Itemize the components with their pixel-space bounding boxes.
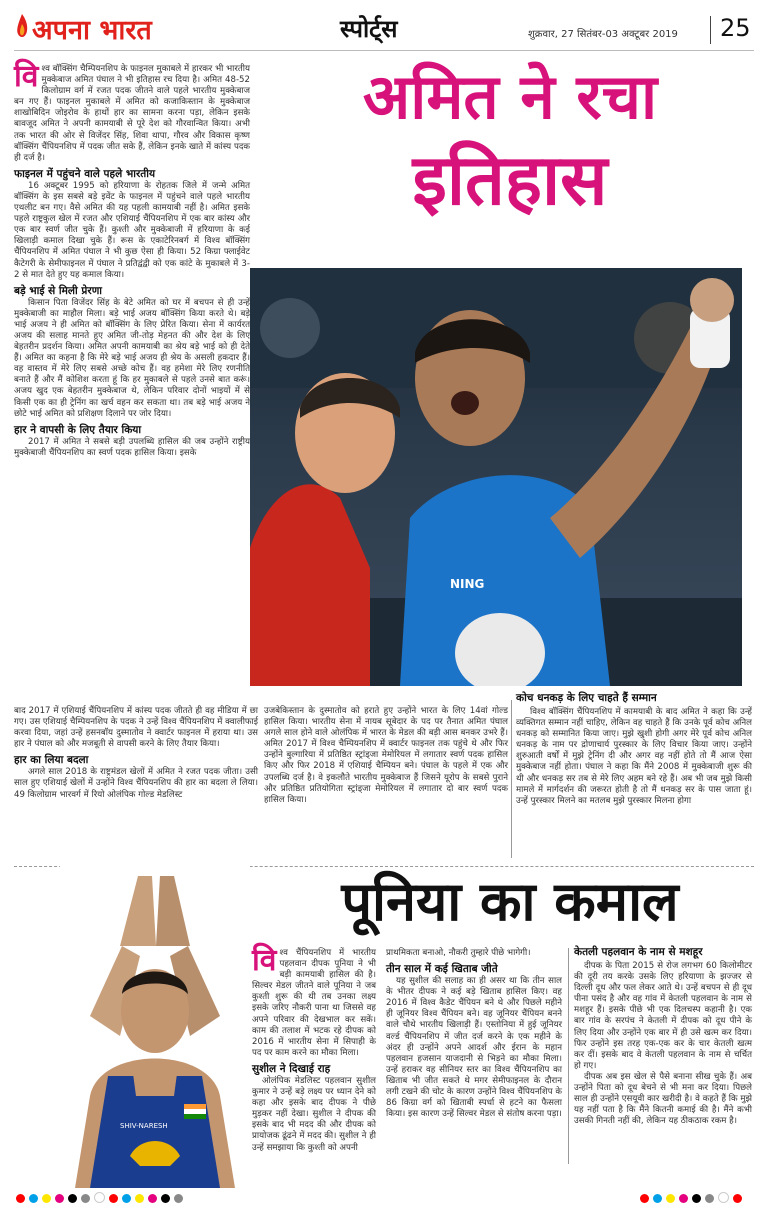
story2-column3 [574, 946, 752, 1164]
registration-dot [109, 1194, 118, 1203]
story1-intro: श्व बॉक्सिंग चैम्पियनशिप के फाइनल मुकाबले में हारकर भी भारतीय मुक्केबाज अमित पंघाल ने भी इतिहास रच दिया है। अमित 48-52 किलोग्राम वर्ग में रजत पदक जीतने वाले पहले भारतीय मुक्केबाज बन गए हैं। फाइनल मुकाबले में अमित को कजाकिस्तान के मुक्केबाज शाखोबिदिन जोइरोव के हाथों हार का सामना करना पड़ा, लेकिन इसके बावजूद अमित ने अपनी कामयाबी से पूरे देश को गौरवान्वित किया। अभी तक भारत की ओर से विजेंदर सिंह, शिवा थापा, गौरव और विकास कृष्ण बॉक्सिंग चैंपियनशिप में पदक जीत सके हैं, लेकिन इनके खाते में कांस्य पदक ही दर्ज है। [14, 64, 250, 163]
story2-para-priority: प्राथमिकता बनाओ, नौकरी तुम्हारे पीछे भागेगी। [386, 948, 531, 958]
banner-text: NING [450, 577, 485, 591]
boxing-photo [250, 268, 742, 686]
registration-dot [55, 1194, 64, 1203]
registration-dot [135, 1194, 144, 1203]
story1-middle-column [264, 706, 508, 858]
registration-dot [653, 1194, 662, 1203]
story2-dropcap: वि [252, 943, 277, 978]
logo-flame-icon [14, 14, 30, 42]
story2-subhead-sushil: सुशील ने दिखाई राह [252, 1062, 331, 1075]
story2-para-kettle: दीपक के पिता 2015 से रोज लगभग 60 किलोमीटर की दूरी तय करके उसके लिए हरियाणा के झज्जर से दिल्ली दूध और फल लेकर आते थे। उन्हें बचपन से ही दूध पीना पसंद है और वह गांव में केतली पहलवान के नाम से मशहूर हैं। इसके पीछे भी एक दिलचस्प कहानी है। एक बार गांव के सरपंच ने केतली में दीपक को दूध पीने के लिए दिया और उन्होंने एक बार में ही उसे खत्म कर दिया। फिर उन्होंने इस तरह एक-एक कर के चार केतली खत्म कर दीं। इसके बाद वे केतली पहलवान के नाम से चर्चित हो गए। [574, 961, 752, 1071]
registration-dot [29, 1194, 38, 1203]
registration-dot [174, 1194, 183, 1203]
story1-subhead-revenge: हार का लिया बदला [14, 754, 89, 767]
story1-para-revenge: अगले साल 2018 के राष्ट्रमंडल खेलों में अमित ने रजत पदक जीता। उसी साल हुए एशियाई खेलों में उन्होंने विश्व चैंपियनशिप की हार का बदला ले लिया। 49 किलोग्राम भारवर्ग में रियो ओलंपिक गोल्ड मेडलिस्ट [14, 767, 258, 800]
story2-column2 [386, 948, 562, 1164]
story2-para-titles: यह सुशील की सलाह का ही असर था कि तीन साल के भीतर दीपक ने कई बड़े खिताब हासिल किए। वह 2016 में विश्व कैडेट चैंपियन बने थे और पिछले महीने ही जूनियर विश्व चैंपियन बने। वह जूनियर चैंपियन बनने वाले चौथे भारतीय खिलाड़ी हैं। एस्तोनिया में हुई जूनियर वर्ल्ड चैंपियनशिप में जीत दर्ज करने के एक महीने के अंदर ही उन्होंने अपने आदर्श और ईरान के महान पहलवान हजसान याजदानी से भिड़ने का मौका मिला। उन्हें हराकर वह सीनियर स्तर का विश्व चैंपियनशिप का खिताब भी जीत सकते थे मगर सेमीफाइनल के दौरान लगी टखने की चोट के कारण उन्होंने विश्व चैंपियनशिप के 86 किग्रा वर्ग को खिताबी स्पर्धा से हटने का फैसला किया। इस कारण उन्हें सिल्वर मेडल से संतोष करना पड़ा। [386, 976, 562, 1120]
story1-subhead-final: फाइनल में पहुंचने वाले पहले भारतीय [14, 167, 156, 180]
story1-para-defeat-b: बाद 2017 में एशियाई चैंपियनशिप में कांस्य पदक जीतते ही वह मीडिया में छा गए। उस एशियाई चैम्पियनशिप के पदक ने उन्हें विश्व चैंपियनशिप में क्वालीफाई करवा दिया, जहां उन्हें हसनबॉय दुस्मातोव ने क्वार्टर फाइनल में हराया था। उस हार ने पंघाल को और मजबूती से वापसी करने के लिए तैयार किया। [14, 706, 258, 750]
story1-left-column [14, 59, 250, 678]
registration-dot [718, 1192, 729, 1203]
registration-dot [16, 1194, 25, 1203]
story2-subhead-kettle: केतली पहलवान के नाम से मशहूर [574, 946, 703, 958]
registration-dot [692, 1194, 701, 1203]
page-number: 25 [720, 14, 751, 42]
story1-right-column [516, 692, 752, 858]
registration-dot [666, 1194, 675, 1203]
story2-intro: श्व चैंपियनशिप में भारतीय पहलवान दीपक पूनिया ने भी बड़ी कामयाबी हासिल की है। सिल्वर मेडल जीतने वाले पूनिया ने जब कुश्ती शुरू की थी तब उनका लक्ष्य इसके जरिए नौकरी पाना था जिससे वह अपने परिवार की देखभाल कर सकें। काम की तलाश में भटक रहे दीपक को 2016 में भारतीय सेना में सिपाही के पद पर काम करने का मौका मिला। [252, 948, 376, 1058]
story1-subhead-coach: कोच धनकड़ के लिए चाहते हैं सम्मान [516, 692, 657, 704]
story1-subhead-defeat: हार ने वापसी के लिए तैयार किया [14, 423, 142, 436]
registration-marks-right [640, 1188, 760, 1200]
registration-marks-left [16, 1188, 196, 1200]
registration-dot [148, 1194, 157, 1203]
registration-dot [679, 1194, 688, 1203]
registration-dot [640, 1194, 649, 1203]
logo-text: अपना भारत [32, 15, 152, 46]
registration-dot [161, 1194, 170, 1203]
story1-para-final: 16 अक्टूबर 1995 को हरियाणा के रोहतक जिले में जन्मे अमित बॉक्सिंग के इस सबसे बड़े इवेंट के फाइनल में पहुंचने वाले पहले भारतीय एथलीट बन गए। वैसे अमित की यह पहली कामयाबी नहीं है। अमित इसके पहले राष्ट्रकुल खेल में रजत और एशियाई चैंपियनशिप में एक बार कांस्य और एक बार स्वर्ण जीत चुके हैं। कुश्ती और मुक्केबाजी में हरियाणा के कई खिलाड़ी कमाल दिखा चुके हैं। रूस के एकाटेरिनबर्ग में विश्व बॉक्सिंग चैंपियनशिप में अमित पंघाल ने भी कुछ ऐसा ही किया। 52 किग्रा फ्लाईवेट कैटेगरी के सेमीफाइनल में पंघाल ने प्रतिद्वंद्वी को एक कांटे के मुकाबले में 3-2 से मात देते हुए यह कमाल किया। [14, 180, 250, 280]
story1-lower-left [14, 706, 258, 858]
page-number-divider [710, 16, 711, 44]
story1-para-coach: विश्व बॉक्सिंग चैंपियनशिप में कामयाबी के बाद अमित ने कहा कि उन्हें व्यक्तिगत सम्मान नहीं चाहिए, लेकिन वह चाहते हैं कि उनके पूर्व कोच अनिल धनकड़ को सम्मानित किया जाए। मुझे खुशी होगी अगर मेरे पूर्व कोच अनिल धनकड़ के नाम पर द्रोणाचार्य पुरस्कार के लिए विचार किया जाए। उन्होंने शुरुआती वर्षों में मुझे ट्रेनिंग दी और अगर वह नहीं होते तो मैं आज ऐसा मुक्केबाज नहीं होता। पंघाल ने कहा कि मैंने 2008 में मुक्केबाजी शुरू की थी और धनकड़ सर तब से मेरे लिए अहम बने रहे हैं। अब भी जब मुझे किसी मामले में मार्गदर्शन की जरूरत होती है तो मैं धनकड़ सर के पास जाता हूं। उन्हें पुरस्कार मिलने का मतलब मुझे पुरस्कार मिलना होगा [516, 707, 752, 806]
jersey-text: SHIV-NARESH [120, 1122, 168, 1130]
registration-dot [733, 1194, 742, 1203]
registration-dot [94, 1192, 105, 1203]
registration-dot [42, 1194, 51, 1203]
story1-para-defeat-a: 2017 में अमित ने सबसे बड़ी उपलब्धि हासिल की जब उन्होंने राष्ट्रीय मुक्केबाजी चैंपियनशिप का स्वर्ण पदक हासिल किया। इसके [14, 436, 250, 458]
story1-headline-line2: इतिहास [412, 139, 608, 221]
story2-subhead-titles: तीन साल में कई खिताब जीते [386, 963, 498, 976]
story2-column1 [252, 943, 376, 1164]
date-line: शुक्रवार, 27 सितंबर-03 अक्टूबर 2019 [528, 29, 678, 40]
story2-para-earning: दीपक अब इस खेल से पैसे बनाना सीख चुके हैं। अब उन्होंने पिता को दूध बेचने से भी मना कर दिया। पिछले साल ही उन्होंने एसयूवी कार खरीदी है। वे कहते हैं कि मुझे यह नहीं पता है कि मैंने कितनी कमाई की है। मैंने कभी उसकी गिनती नहीं की, लेकिन यह ठीकठाक रकम है। [574, 1071, 752, 1127]
masthead [0, 12, 768, 48]
story1-dropcap: वि [14, 59, 39, 94]
registration-dot [705, 1194, 714, 1203]
section-title: स्पोर्ट्स [340, 15, 398, 43]
wrestler-photo [60, 866, 250, 1188]
story2-column-rule [568, 948, 569, 1164]
registration-dot [81, 1194, 90, 1203]
story2-para-sushil: ओलंपिक मेडलिस्ट पहलवान सुशील कुमार ने उन्हें बड़े लक्ष्य पर ध्यान देने को कहा और इसके बाद दीपक ने पीछे मुड़कर नहीं देखा। सुशील ने दीपक की इसके बाद भी मदद की और दीपक को प्रायोजक ढूंढने में मदद की। सुशील ने ही उन्हें समझाया कि कुश्ती को अपनी [252, 1075, 376, 1153]
story1-subhead-brother: बड़े भाई से मिली प्रेरणा [14, 284, 103, 297]
registration-dot [68, 1194, 77, 1203]
story1-para-olympic: उजबेकिस्तान के दुस्मातोव को हराते हुए उन्होंने भारत के लिए 14वां गोल्ड हासिल किया। भारतीय सेना में नायब सूबेदार के पद पर तैनात अमित पंघाल अगले साल होने वाले ओलंपिक में भारत के मेडल की बड़ी आस बनकर उभरे हैं। अमित 2017 में विश्व चैम्पियनशिप में क्वार्टर फाइनल तक पहुंचे थे और फिर उन्होंने बुल्गारिया में प्रतिष्ठित स्ट्रांड्जा मेमोरियल में लगातार स्वर्ण पदक हासिल किए और फिर 2018 में एशियाई चैम्पियन बने। पंघाल के पहले में एक और उपलब्धि दर्ज है। वे इकलौते भारतीय मुक्केबाज हैं जिसने यूरोप के सबसे पुराने और प्रतिष्ठित प्रतियोगिता स्ट्रांड्जा मेमोरियल में लगातार दो बार स्वर्ण पदक हासिल किया। [264, 706, 508, 805]
header-rule [14, 50, 754, 51]
registration-dot [122, 1194, 131, 1203]
story1-para-brother: किसान पिता विजेंदर सिंह के बेटे अमित को घर में बचपन से ही उन्हें मुक्केबाजी का माहौल मिला। बड़े भाई अजय बॉक्सिंग किया करते थे। बड़े भाई अजय ने ही अमित को बॉक्सिंग के लिए प्रेरित किया। सेना में कार्यरत अजय की सलाह मानते हुए अमित जी-तोड़ मेहनत की और देश के लिए बेहतरीन प्रदर्शन किया। अमित अपनी कामयाबी का श्रेय बड़े भाई को ही देते हैं। अमित का कहना है कि मेरे बड़े भाई अजय ही श्रेय के असली हकदार हैं। वह वास्तव में मेरे लिए सबसे अच्छे कोच हैं। वह हमेशा मेरे लिए रणनीति बनाते हैं और मैं कोशिश करता हूं कि हर मुकाबले से पहले उनसे बात करूं। अजय खुद एक बेहतरीन मुक्केबाज थे, लेकिन परिवार दोनों भाइयों में से किसी एक का ही ट्रेनिंग का खर्च वहन कर सकता था। तब बड़े भाई अजय ने छोटे भाई अमित को प्रशिक्षण दिलाने पर जोर दिया। [14, 297, 250, 419]
story2-headline: पूनिया का कमाल [341, 870, 679, 933]
story1-headline-line1: अमित ने रचा [362, 60, 658, 133]
column-rule [511, 700, 512, 858]
